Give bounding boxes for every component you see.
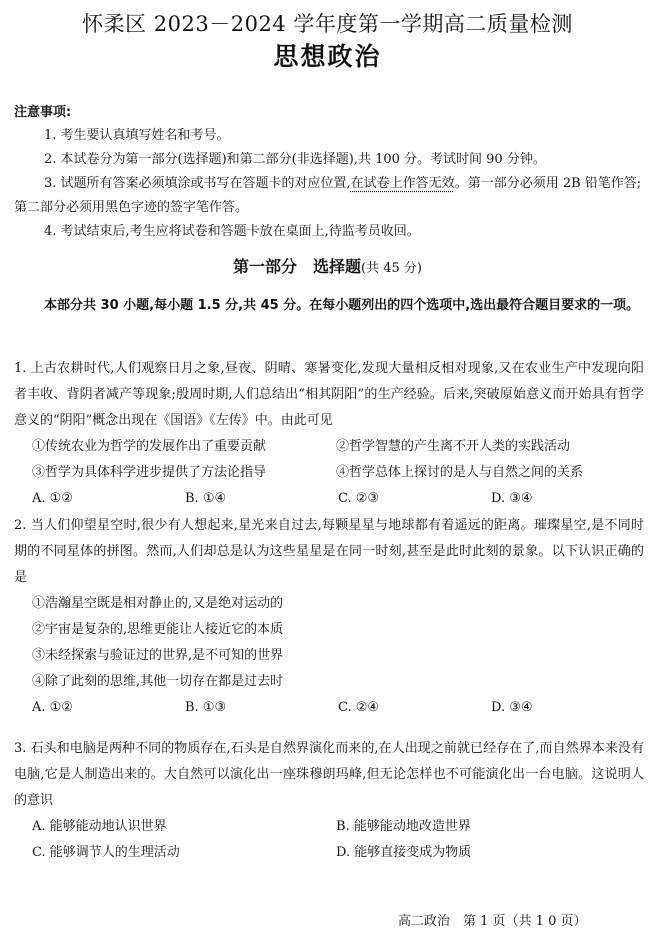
- option-a: A. 能够能动地认识世界: [32, 819, 167, 834]
- options-row: [14, 840, 644, 866]
- statement: ①浩瀚星空既是相对静止的,又是绝对运动的: [32, 596, 284, 611]
- question-2: [14, 513, 644, 721]
- exam-title: 怀柔区 2023－2024 学年度第一学期高二质量检测: [82, 12, 573, 36]
- option-b: B. 能够能动地改造世界: [336, 819, 471, 834]
- notice-item-3: [14, 172, 644, 220]
- question-stem: 2. 当人们仰望星空时,很少有人想起来,星光来自过去,每颗星星与地球都有着遥远的距离。璀璨星空,是不同时期的不同星体的拼图。然而,人们却总是认为这些星星是在同一时刻,甚至是此时此刻的景象。以下认识正确的是: [14, 518, 644, 585]
- option-c: C. ②④: [338, 700, 380, 715]
- statement: ①传统农业为哲学的发展作出了重要贡献: [32, 439, 267, 454]
- statement: ②宇宙是复杂的,思维更能让人接近它的本质: [32, 622, 284, 637]
- option-d: D. 能够直接变成为物质: [336, 845, 472, 860]
- notice-item-3-emphasis: 在试卷上作答无效: [350, 176, 455, 191]
- option-c: C. ②③: [338, 491, 380, 506]
- notice-item-3-part2: 。第一部分必须用 2B 铅笔作答;第二部分必须用黑色字迹的签字笔作答。: [14, 176, 642, 215]
- notice-list: [14, 124, 644, 244]
- option-d: D. ③④: [491, 491, 533, 506]
- option-a: A. ①②: [32, 491, 73, 506]
- option-a: A. ①②: [32, 700, 73, 715]
- section-heading: [0, 255, 655, 281]
- statement: ③哲学为具体科学进步提供了方法论指导: [32, 465, 267, 480]
- options-row: [14, 486, 644, 512]
- section-score-note: (共 45 分): [361, 261, 422, 276]
- option-b: B. ①④: [185, 491, 227, 506]
- notice-heading: 注意事项:: [14, 105, 72, 120]
- question-stem: 3. 石头和电脑是两种不同的物质存在,石头是自然界演化而来的,在人出现之前就已经存在了,而自然界本来没有电脑,它是人制造出来的。大自然可以演化出一座珠穆朗玛峰,但无论怎样也不可能演化出一台电脑。这说明人的意识: [14, 741, 644, 808]
- notice-item: 2. 本试卷分为第一部分(选择题)和第二部分(非选择题),共 100 分。考试时间 90 分钟。: [44, 152, 546, 167]
- section-title-text: 第一部分 选择题: [233, 257, 362, 276]
- question-stem: 1. 上古农耕时代,人们观察日月之象,昼夜、阴晴、寒暑变化,发现大量相反相对现象,又在农业生产中发现向阳者丰收、背阴者减产等现象;殷周时期,人们总结出“相其阴阳”的生产经验。后来,突破原始意义而开始具有哲学意义的“阴阳”概念出现在《国语》《左传》中。由此可见: [14, 361, 644, 428]
- question-3: [14, 736, 644, 866]
- option-c: C. 能够调节人的生理活动: [32, 845, 180, 860]
- question-1: [14, 356, 644, 512]
- page-footer: 高二政治 第 1 页（共 1 0 页）: [398, 914, 587, 929]
- statement: ④哲学总体上探讨的是人与自然之间的关系: [336, 465, 584, 480]
- notice-item-3-part1: 3. 试题所有答案必须填涂或书写在答题卡的对应位置,: [44, 176, 351, 191]
- statement-row: [14, 460, 644, 486]
- notice-item: 4. 考试结束后,考生应将试卷和答题卡放在桌面上,待监考员收回。: [44, 224, 420, 239]
- statement: ③未经探索与验证过的世界,是不可知的世界: [32, 648, 284, 663]
- statement: ②哲学智慧的产生离不开人类的实践活动: [336, 439, 571, 454]
- subject-title: 思想政治: [273, 42, 382, 71]
- statement-row: [14, 434, 644, 460]
- option-b: B. ①③: [185, 700, 227, 715]
- options-row: [14, 814, 644, 840]
- options-row: [14, 695, 644, 721]
- statement: ④除了此刻的思维,其他一切存在都是过去时: [32, 674, 284, 689]
- section-description: 本部分共 30 小题,每小题 1.5 分,共 45 分。在每小题列出的四个选项中,选出最符合题目要求的一项。: [44, 298, 640, 313]
- option-d: D. ③④: [491, 700, 533, 715]
- notice-item: 1. 考生要认真填写姓名和考号。: [44, 128, 230, 143]
